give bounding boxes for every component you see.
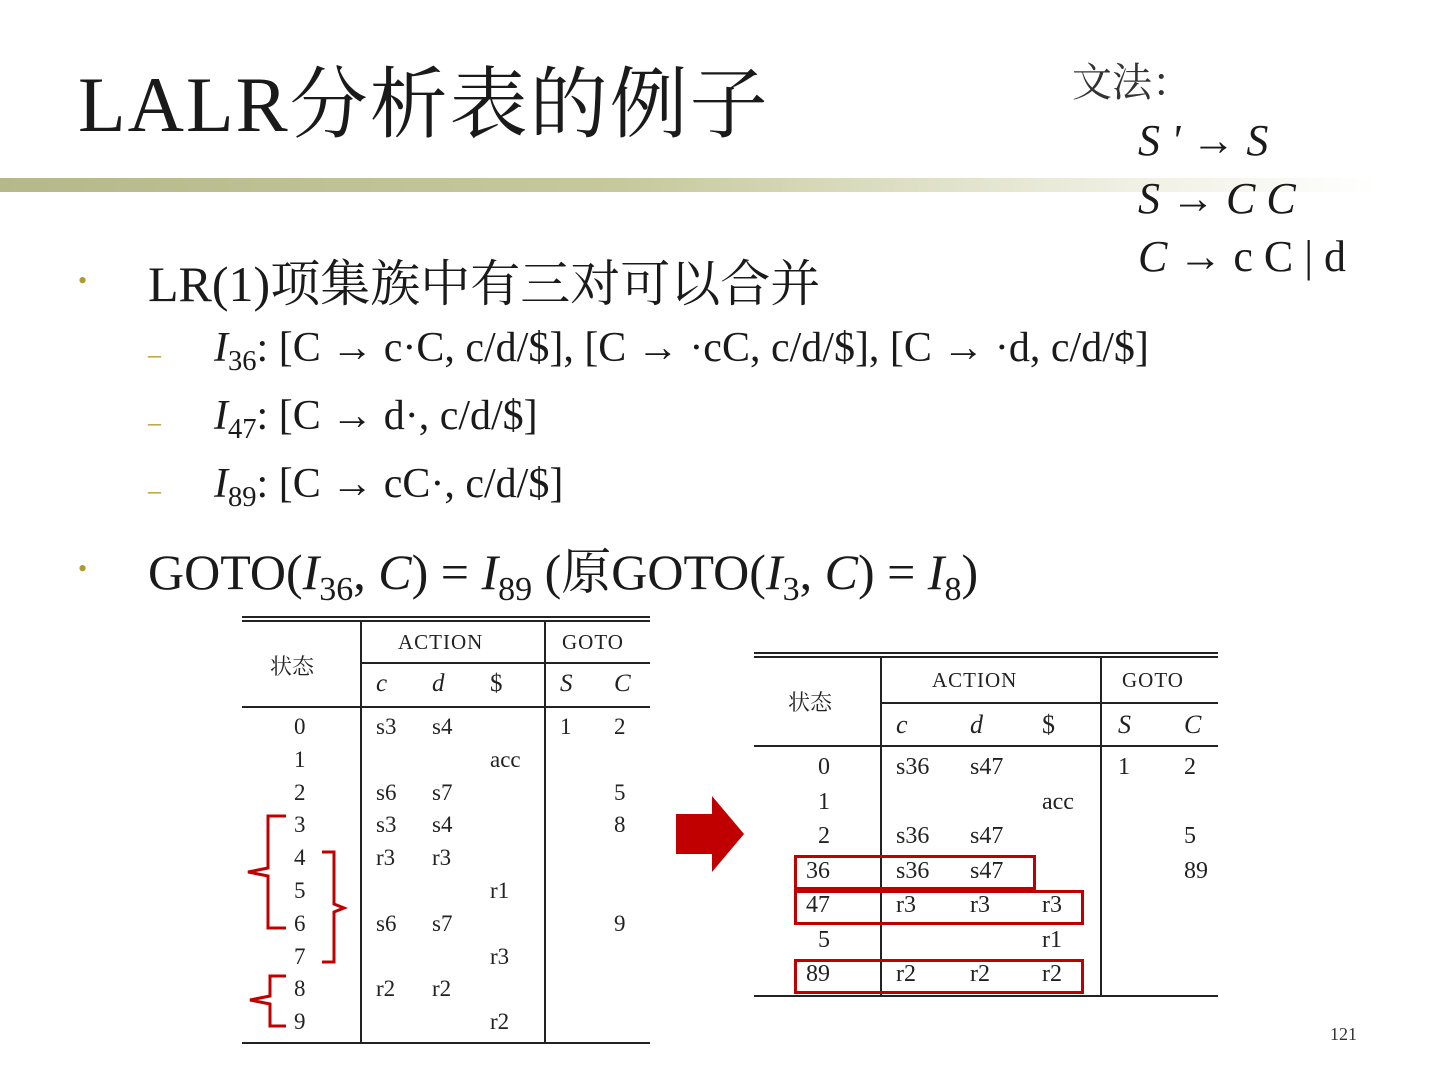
state-cell: 9 [294, 1009, 306, 1035]
state-cell: 1 [294, 746, 306, 772]
goto-header: GOTO [562, 630, 624, 654]
item-i36 [214, 324, 1149, 378]
state-cell: 0 [818, 754, 830, 780]
table-cell: r3 [970, 892, 990, 918]
bullet-1-text: LR(1)项集族中有三对可以合并 [148, 256, 821, 312]
goto-part: I [765, 544, 783, 600]
rule-arrow: → [1191, 116, 1236, 165]
item-sub: 89 [228, 482, 257, 514]
state-cell: 8 [294, 976, 306, 1002]
item-name: I [214, 393, 228, 439]
table-cell: r3 [432, 845, 452, 871]
goto-part: , [353, 544, 379, 600]
merge-brackets [240, 812, 350, 1042]
table-cell: s36 [896, 823, 930, 849]
bullet-dot: • [78, 266, 88, 295]
table-cell: r3 [376, 845, 396, 871]
table-cell: s47 [970, 754, 1004, 780]
column-header: S [560, 670, 573, 697]
table-cell: r1 [1042, 926, 1062, 953]
goto-part: 3 [782, 570, 800, 608]
table-cell: r1 [490, 878, 510, 903]
table-cell: s4 [432, 714, 453, 739]
rule-arrow: → [1171, 174, 1215, 223]
rule-lhs: S [1138, 174, 1160, 223]
table-cell: 1 [560, 714, 572, 739]
state-cell: 5 [818, 926, 830, 953]
goto-part: I [927, 544, 945, 600]
table-cell: r3 [896, 892, 916, 918]
table-cell: s7 [432, 910, 453, 936]
goto-part: (原GOTO( [532, 544, 766, 600]
column-header: c [896, 710, 908, 739]
table-cell: acc [1042, 788, 1074, 815]
grammar-rule-2 [1072, 170, 1346, 228]
state-header: 状态 [788, 690, 833, 715]
goto-part: I [302, 544, 320, 600]
item-sub: 36 [228, 346, 257, 378]
table-cell: r2 [376, 976, 396, 1002]
rule-lhs: C [1138, 232, 1168, 281]
column-header: $ [490, 670, 503, 697]
dash-marker: – [148, 340, 161, 369]
column-header: C [1184, 710, 1202, 739]
highlight-row-36 [794, 855, 1036, 890]
table-cell: s3 [376, 714, 397, 739]
table-cell: 9 [614, 910, 626, 936]
item-i89 [214, 460, 564, 514]
highlight-row-89 [794, 959, 1084, 994]
item-name: I [214, 325, 228, 371]
state-cell: 0 [294, 714, 306, 739]
column-header: c [376, 670, 388, 697]
goto-part: ) = [857, 544, 928, 600]
grammar-label: 文法： [1072, 60, 1192, 105]
table-cell: 89 [1184, 857, 1208, 884]
table-cell: s6 [376, 779, 397, 805]
table-cell: acc [490, 746, 521, 772]
goto-part: , [799, 544, 825, 600]
table-cell: 5 [1184, 823, 1196, 849]
goto-part: 8 [944, 570, 962, 608]
state-header: 状态 [270, 654, 315, 679]
table-cell: 2 [1184, 754, 1196, 780]
state-cell: 7 [294, 943, 306, 969]
rule-lhs: S ' [1138, 116, 1181, 165]
table-cell: s47 [970, 857, 1004, 884]
table-cell: s4 [432, 812, 453, 838]
goto-part: C [824, 544, 858, 600]
table-cell: r3 [490, 943, 510, 969]
dash-marker: – [148, 476, 161, 505]
rule-rhs: S [1246, 116, 1269, 165]
goto-header: GOTO [1122, 668, 1184, 692]
table-cell: 2 [614, 714, 626, 739]
slide-title: LALR分析表的例子 [78, 61, 770, 148]
grammar-box [1072, 54, 1346, 286]
bullet-dot: • [78, 554, 88, 583]
column-header: $ [1042, 710, 1055, 739]
goto-part: GOTO( [148, 544, 303, 600]
table-cell: 1 [1118, 754, 1130, 780]
table-cell: s36 [896, 857, 930, 884]
state-cell: 5 [294, 878, 306, 903]
grammar-rule-1 [1072, 112, 1346, 170]
table-cell: r2 [432, 976, 452, 1002]
column-header: d [970, 710, 983, 739]
table-cell: 5 [614, 779, 626, 805]
dash-marker: – [148, 408, 161, 437]
highlight-row-47 [794, 890, 1084, 925]
table-cell: r2 [1042, 961, 1062, 987]
lalr-parse-table [754, 650, 1218, 1000]
grammar-rule-3 [1072, 228, 1346, 286]
item-name: I [214, 461, 228, 507]
column-header: S [1118, 710, 1131, 739]
goto-part: C [378, 544, 412, 600]
table-cell: 8 [614, 812, 626, 838]
table-cell: r2 [896, 961, 916, 987]
goto-part: ) [961, 544, 979, 600]
table-cell: s36 [896, 754, 930, 780]
action-header: ACTION [932, 668, 1018, 692]
page-number: 121 [1330, 1024, 1357, 1044]
state-cell: 1 [818, 788, 830, 815]
item-sub: 47 [228, 414, 257, 446]
state-cell: 2 [294, 779, 306, 805]
column-header: C [614, 670, 631, 697]
right-arrow-icon [676, 796, 744, 872]
state-cell: 2 [818, 823, 830, 849]
action-header: ACTION [398, 630, 484, 654]
column-header: d [432, 670, 445, 697]
goto-part: ) = [411, 544, 482, 600]
goto-part: 89 [498, 570, 533, 608]
rule-rhs: C C [1226, 174, 1296, 223]
state-cell: 3 [294, 812, 306, 838]
state-cell: 4 [294, 845, 306, 871]
goto-part: I [481, 544, 499, 600]
state-cell: 6 [294, 910, 306, 936]
rule-rhs: c C | d [1233, 232, 1347, 281]
state-cell: 36 [806, 857, 830, 884]
table-cell: r2 [970, 961, 990, 987]
item-i47 [214, 392, 538, 446]
item-body: : [C → cC·, c/d/$] [256, 461, 564, 507]
item-body: : [C → d·, c/d/$] [256, 393, 538, 439]
table-cell: s7 [432, 779, 453, 805]
table-cell: s47 [970, 823, 1004, 849]
goto-part: 36 [319, 570, 354, 608]
rule-arrow: → [1178, 232, 1223, 281]
state-cell: 47 [806, 892, 830, 918]
table-cell: r2 [490, 1009, 510, 1035]
table-cell: s3 [376, 812, 397, 838]
table-cell: s6 [376, 910, 397, 936]
state-cell: 89 [806, 961, 830, 987]
item-body: : [C → c·C, c/d/$], [C → ·cC, c/d/$], [C → ·d, c/d/$] [256, 325, 1149, 371]
table-cell: r3 [1042, 892, 1062, 918]
bullet-2-goto [148, 532, 979, 608]
